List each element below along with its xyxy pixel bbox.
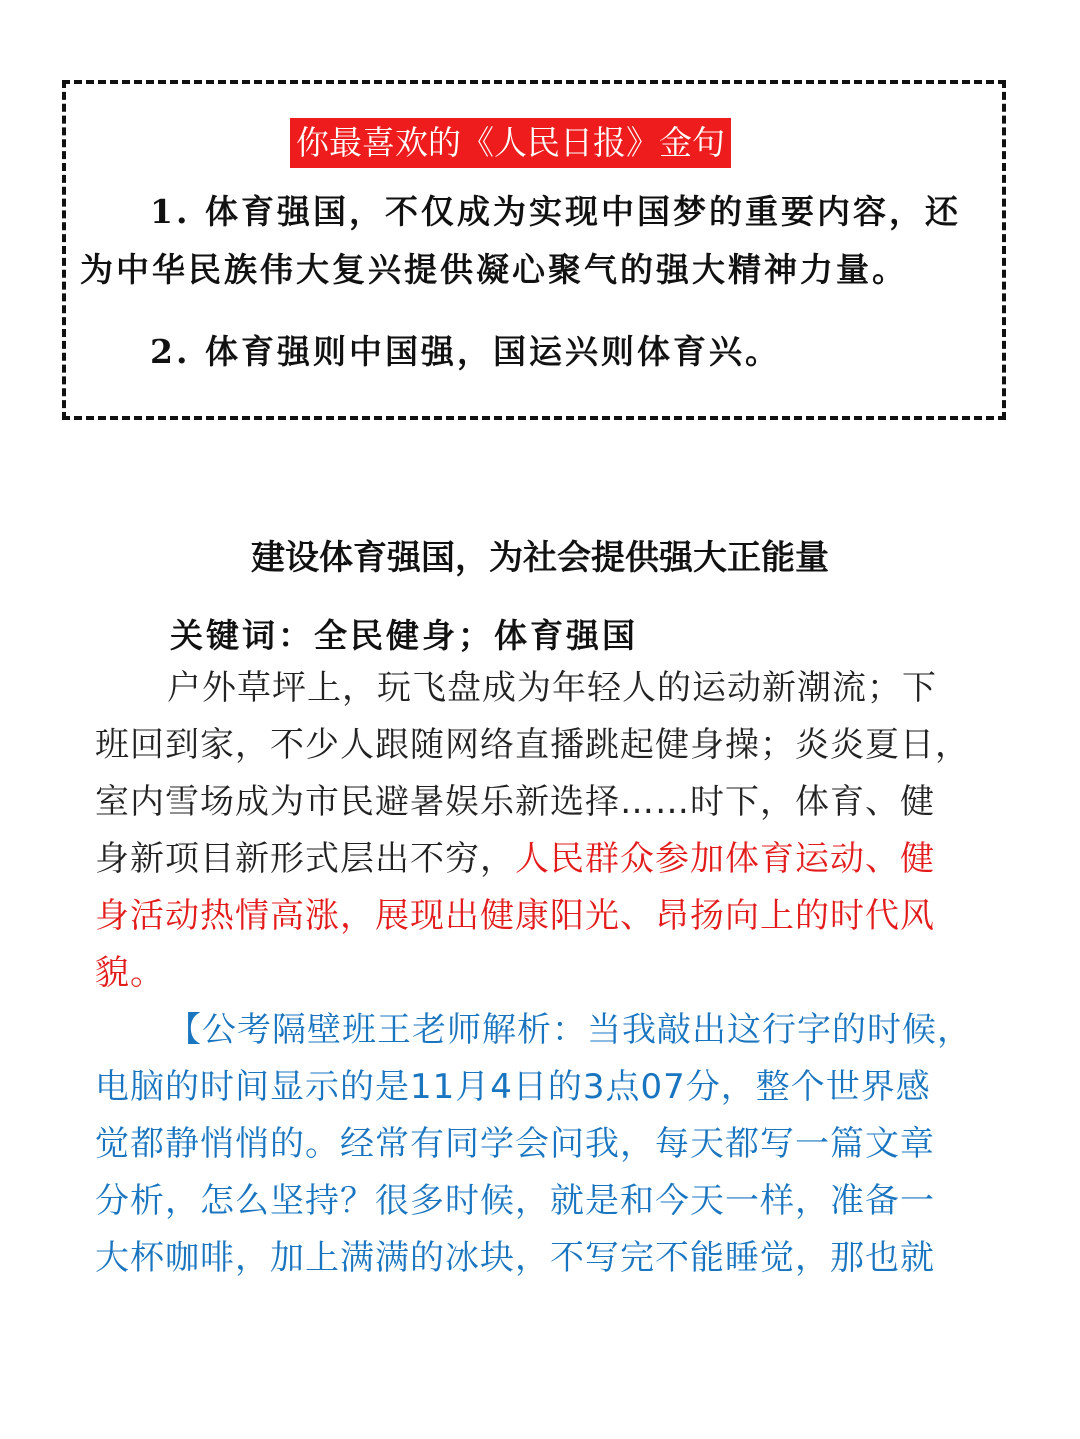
paragraph-line bbox=[95, 831, 995, 888]
analysis-line: 【公考隔壁班王老师解析：当我敲出这行字的时候， bbox=[167, 1010, 972, 1050]
highlighted-text: 貌。 bbox=[95, 953, 165, 993]
quote-line-1: 1. 体育强国，不仅成为实现中国梦的重要内容，还 bbox=[150, 192, 961, 231]
paragraph-line: 室内雪场成为市民避暑娱乐新选择……时下，体育、健 bbox=[95, 782, 935, 822]
analysis-line: 分析，怎么坚持？很多时候，就是和今天一样，准备一 bbox=[95, 1181, 935, 1221]
keywords-line: 关键词：全民健身；体育强国 bbox=[170, 616, 638, 655]
highlighted-text: 人民群众参加体育运动、健 bbox=[515, 839, 935, 879]
paragraph-text: 身新项目新形式层出不穷， bbox=[95, 839, 515, 879]
quote-line-2: 为中华民族伟大复兴提供凝心聚气的强大精神力量。 bbox=[80, 250, 908, 289]
analysis-line: 电脑的时间显示的是11月4日的3点07分，整个世界感 bbox=[95, 1067, 931, 1107]
article-title: 建设体育强国，为社会提供强大正能量 bbox=[251, 538, 829, 578]
analysis-line: 大杯咖啡，加上满满的冰块，不写完不能睡觉，那也就 bbox=[95, 1238, 935, 1278]
paragraph-line: 班回到家，不少人跟随网络直播跳起健身操；炎炎夏日， bbox=[95, 725, 970, 765]
analysis-line: 觉都静悄悄的。经常有同学会问我，每天都写一篇文章 bbox=[95, 1124, 935, 1164]
highlighted-text: 身活动热情高涨，展现出健康阳光、昂扬向上的时代风 bbox=[95, 896, 935, 936]
article-paragraph-1 bbox=[95, 660, 995, 1002]
quote-header: 你最喜欢的《人民日报》金句 bbox=[290, 118, 731, 168]
analysis-paragraph bbox=[95, 1002, 995, 1287]
paragraph-line: 户外草坪上，玩飞盘成为年轻人的运动新潮流；下 bbox=[167, 668, 937, 708]
quote-line-3: 2. 体育强则中国强，国运兴则体育兴。 bbox=[150, 332, 781, 371]
